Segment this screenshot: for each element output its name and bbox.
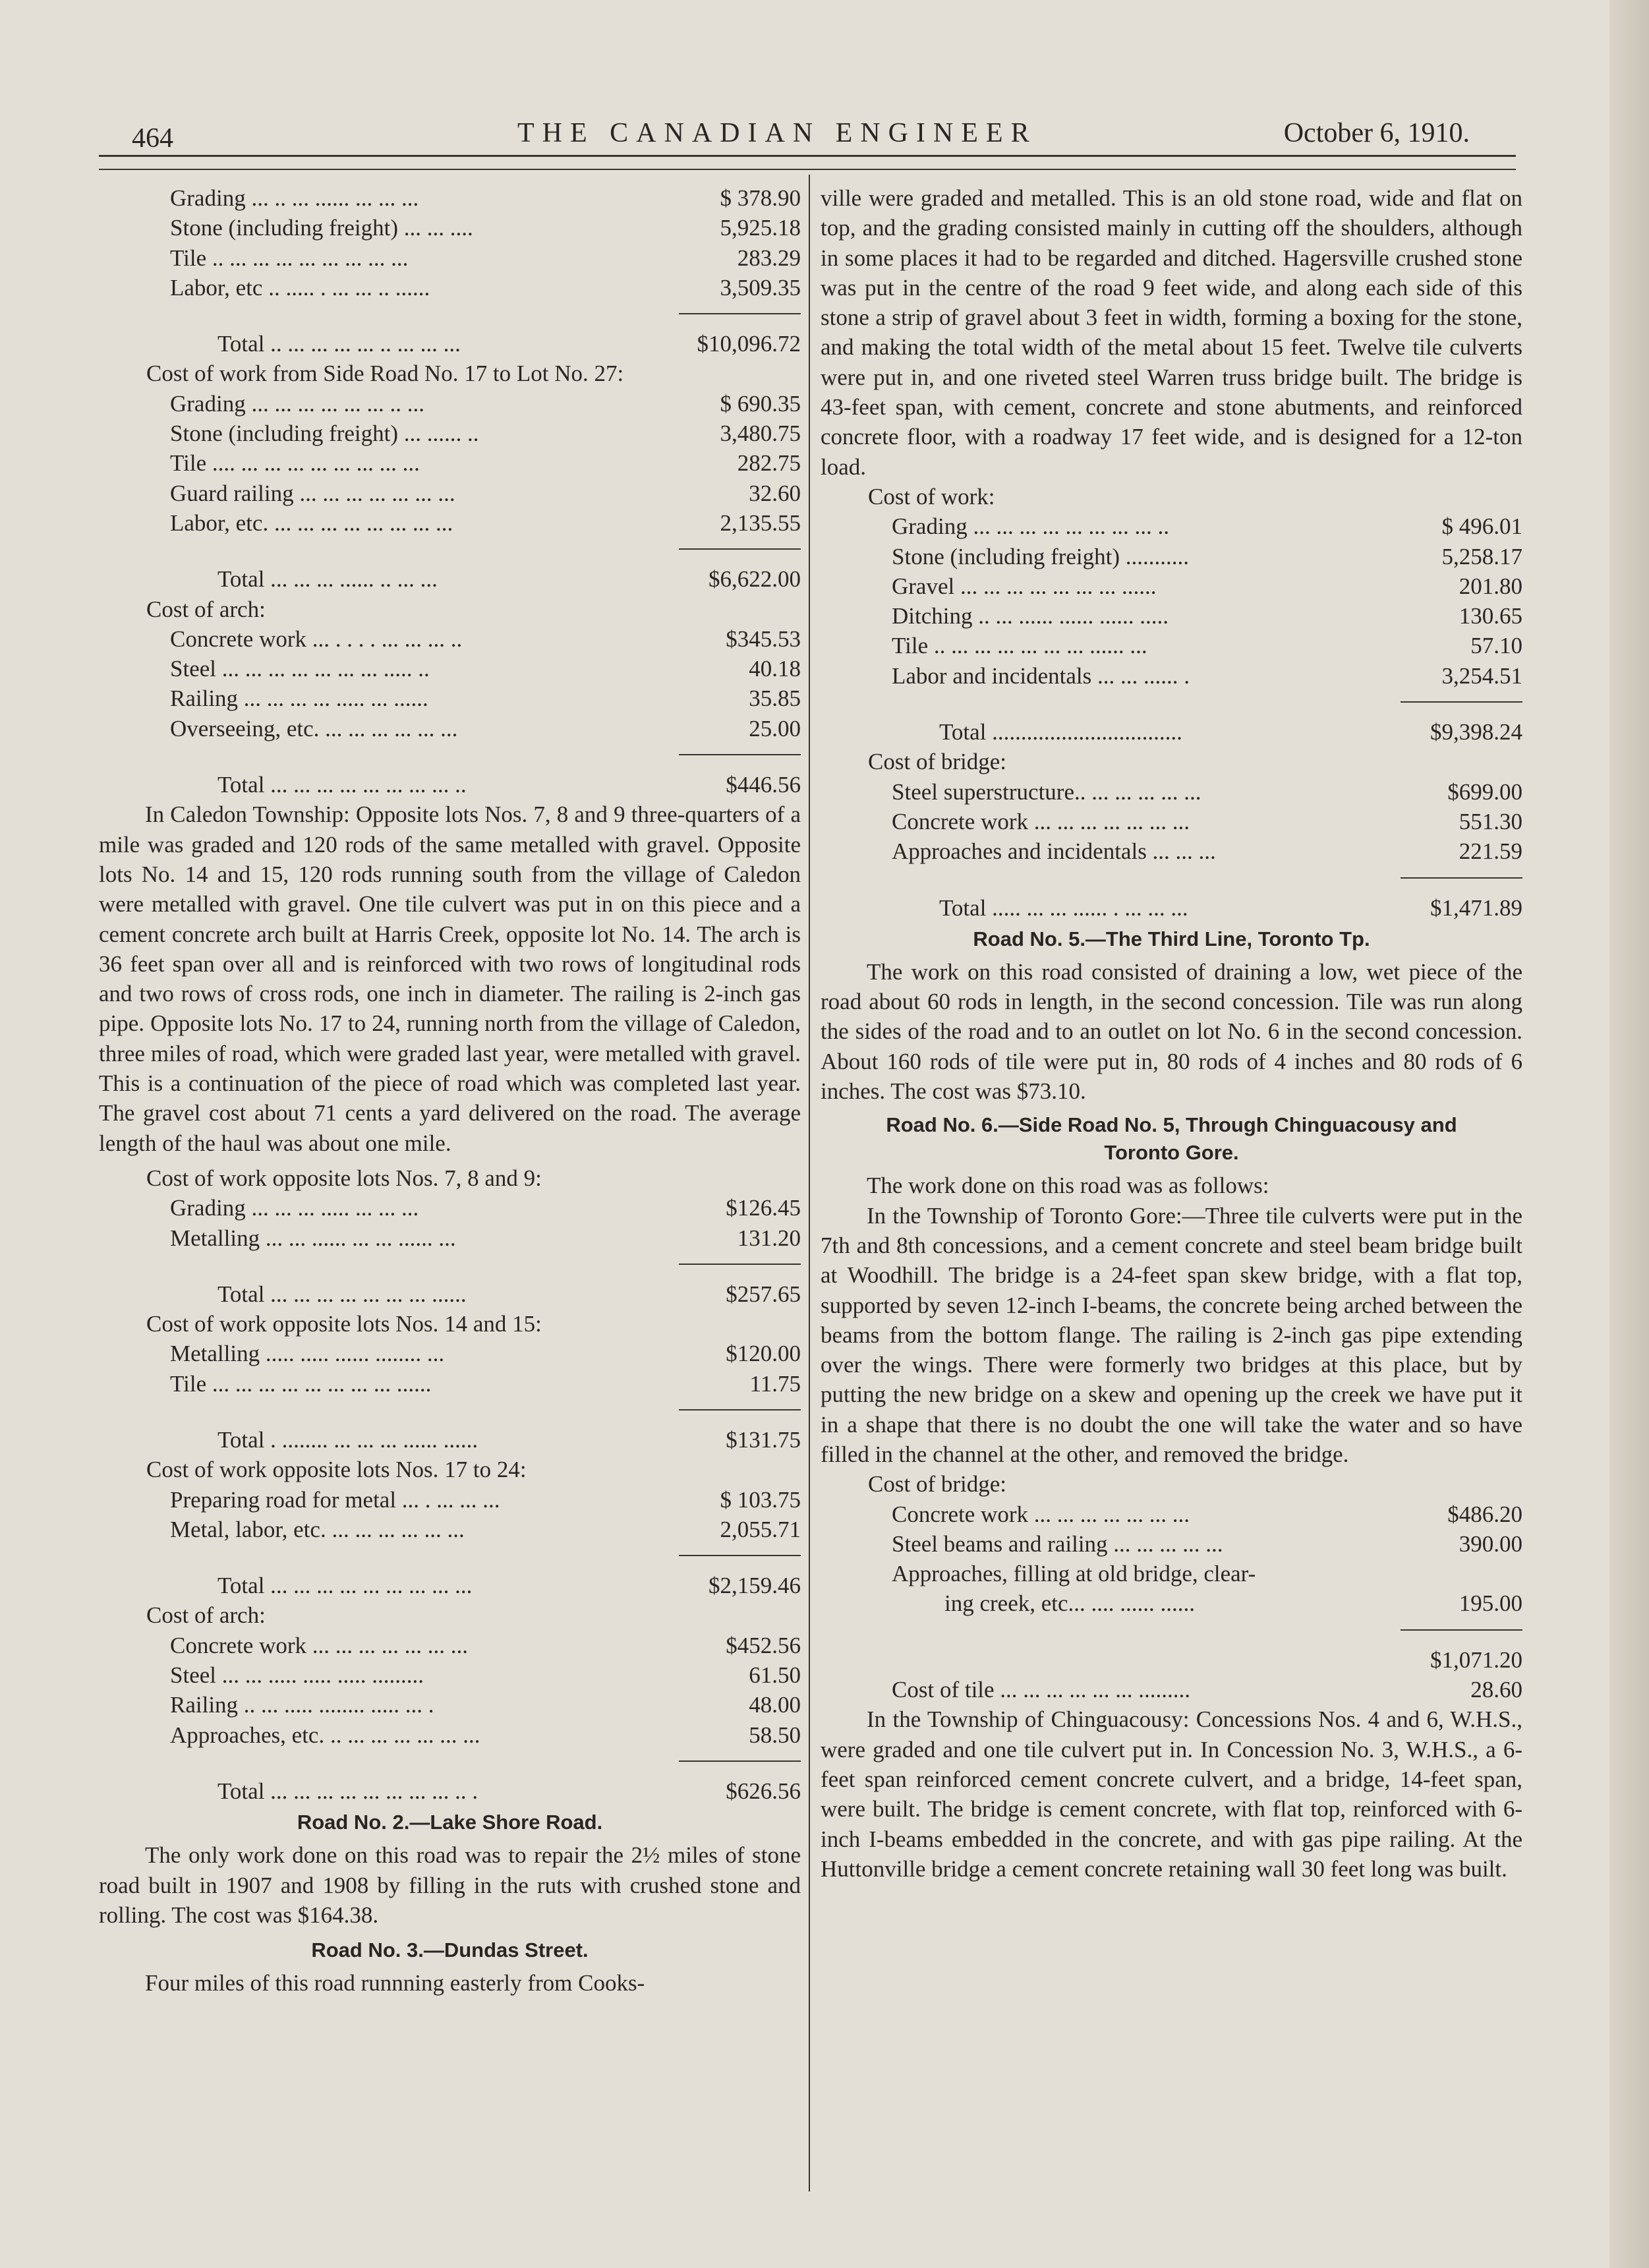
page-number: 464 [132,123,173,154]
journal-title: THE CANADIAN ENGINEER [517,118,1037,148]
header-rule-double [99,169,1516,170]
cost-heading: Cost of bridge: [868,1471,1006,1497]
left-column [99,183,801,1998]
sum-rule [1401,701,1522,703]
cost-row: ing creek, etc... .... ...... ...... 195.00 [944,1590,1522,1617]
total-row: Total . ........ ... ... ... ...... ...... $131.75 [217,1426,801,1453]
sum-rule [679,754,801,755]
cost-row: Steel beams and railing ... ... ... ... ... 390.00 [892,1530,1522,1557]
paragraph: Four miles of this road runnning easterly from Cooks- [145,1970,645,1996]
cost-row: Labor and incidentals ... ... ...... . 3,254.51 [892,662,1522,689]
cost-heading: Cost of work opposite lots Nos. 7, 8 and 9: [146,1165,542,1191]
cost-row: Preparing road for metal ... . ... ... ... $ 103.75 [170,1486,801,1513]
section-heading: Road No. 6.—Side Road No. 5, Through Chinguacousy and Toronto Gore. [886,1113,1457,1165]
cost-row: Approaches, etc. .. ... ... ... ... ... ... 58.50 [170,1722,801,1748]
cost-row: Metalling ..... ..... ...... ........ ... $120.00 [170,1341,801,1367]
paragraph: The only work done on this road was to repair the 2½ miles of stone road built in 1907 and 1908 by filling in the ruts with crushed stone and rolling. The cost was $164.38. [99,1842,801,1928]
cost-row: Metal, labor, etc. ... ... ... ... ... ... 2,055.71 [170,1516,801,1542]
total-row: Total ... ... ... ... ... ... ... ...... $257.65 [217,1281,801,1307]
cost-row: Concrete work ... ... ... ... ... ... ... 551.30 [892,808,1522,834]
paragraph: In the Township of Chinguacousy: Concessions Nos. 4 and 6, W.H.S., were graded and one tile culvert put in. In Concession No. 3, W.H.S., a 6-feet span reinforced cement concrete culvert, and a bridge, 14-feet span, were built. The bridge is cement concrete, with flat top, reinforced with 6-inch I-beams embedded in the concrete, and with gas pipe railing. At the Huttonville bridge a cement concrete retaining wall 30 feet long was built. [821,1706,1522,1882]
cost-row: Ditching .. ... ...... ...... ...... ..... 130.65 [892,603,1522,629]
cost-row: Approaches, filling at old bridge, clear- [892,1561,1256,1587]
cost-row: Guard railing ... ... ... ... ... ... ... 32.60 [170,480,801,506]
cost-row: Grading ... ... ... ... ... ... .. ... $ 690.35 [170,390,801,417]
cost-heading: Cost of work opposite lots Nos. 17 to 24: [146,1457,527,1483]
header-rule [99,155,1516,157]
section-heading: Road No. 5.—The Third Line, Toronto Tp. [973,927,1370,950]
cost-row: Labor, etc .. ..... . ... ... .. ...... 3,509.35 [170,274,801,301]
cost-row: Railing ... ... ... ... ..... ... ...... 35.85 [170,685,801,712]
cost-row: Tile ... ... ... ... ... ... ... ... ...... 11.75 [170,1370,801,1397]
cost-row: Grading ... ... ... ..... ... ... ... $126.45 [170,1195,801,1221]
page-header [132,111,1483,157]
cost-row: Cost of tile ... ... ... ... ... ... ......... 28.60 [892,1677,1522,1703]
cost-row: Steel ... ... ..... ..... ..... ......... 61.50 [170,1662,801,1689]
sum-rule [679,1409,801,1410]
total-row: Total ................................. $9,398.24 [939,719,1522,745]
cost-row: Metalling ... ... ...... ... ... ...... ... 131.20 [170,1225,801,1251]
cost-row: Gravel ... ... ... ... ... ... ... ...... 201.80 [892,573,1522,599]
cost-row: Stone (including freight) ........... 5,258.17 [892,543,1522,569]
sum-rule [1401,877,1522,879]
sum-rule [679,1555,801,1556]
sum-rule [679,1264,801,1265]
cost-heading: Cost of arch: [146,596,266,622]
cost-row: Approaches and incidentals ... ... ... 221.59 [892,838,1522,865]
cost-row: Tile .... ... ... ... ... ... ... ... ... 282.75 [170,450,801,477]
total-row: Total ... ... ... ... ... ... ... ... ... $2,159.46 [217,1573,801,1599]
paragraph: The work done on this road was as follows: [867,1173,1269,1199]
cost-row: Labor, etc. ... ... ... ... ... ... ... ... 2,135.55 [170,509,801,536]
sum-rule [1401,1629,1522,1631]
cost-row: Grading ... ... ... ... ... ... ... ... .. $ 496.01 [892,513,1522,540]
right-column [821,183,1522,1884]
cost-row: Overseeing, etc. ... ... ... ... ... ... 25.00 [170,715,801,741]
section-heading: Road No. 3.—Dundas Street. [311,1938,589,1962]
cost-row: Tile .. ... ... ... ... ... ... ...... ... 57.10 [892,633,1522,659]
total-row: Total ... ... ... ... ... ... ... ... .. $446.56 [217,772,801,798]
sum-rule [679,548,801,550]
cost-row: Steel ... ... ... ... ... ... ... ..... .. 40.18 [170,656,801,682]
paragraph: ville were graded and metalled. This is an old stone road, wide and flat on top, and the grading consisted mainly in cutting off the shoulders, although in some places it had to be regarded and ditched. Hagersville crushed stone was put in the centre of the road 9 feet wide, and along each side of this stone a strip of gravel about 3 feet in width, forming a boxing for the stone, and making the total width of the metal about 15 feet. Twelve tile culverts were put in, and one riveted steel Warren truss bridge built. The bridge is 43-feet span, with cement, concrete and stone abutments, and reinforced concrete floor, with a roadway 17 feet wide, and is designed for a 12-ton load. [821,185,1522,480]
cost-row: Concrete work ... . . . . ... ... ... .. $345.53 [170,625,801,652]
cost-heading: Cost of work from Side Road No. 17 to Lot No. 27: [146,361,624,387]
paragraph: The work on this road consisted of draining a low, wet piece of the road about 60 rods in length, in the second concession. Tile was run along the sides of the road and to an outlet on lot No. 6 in the second concession. About 160 rods of tile were put in, 80 rods of 4 inches and 80 rods of 6 inches. The cost was $73.10. [821,958,1522,1105]
issue-date: October 6, 1910. [1283,118,1470,148]
cost-row: Railing .. ... ..... ........ ..... ... . 48.00 [170,1692,801,1718]
cost-row: Tile .. ... ... ... ... ... ... ... ... 283.29 [170,245,801,271]
cost-row: Stone (including freight) ... ... .... 5,925.18 [170,215,801,241]
total-row: Total .. ... ... ... ... .. ... ... ... $10,096.72 [217,331,801,357]
cost-heading: Cost of arch: [146,1602,266,1629]
sum-rule [679,1760,801,1762]
paragraph: In the Township of Toronto Gore:—Three tile culverts were put in the 7th and 8th concessions, and a cement concrete and steel beam bridge built at Woodhill. The bridge is a 24-feet span skew bridge, with a flat top, supported by seven 12-inch I-beams, the concrete being arched between the beams from the bottom flange. The railing is 2-inch gas pipe extending over the wings. There were formerly two bridges at this place, but by putting the new bridge on a skew and opening up the creek we have put it in a shape that there is no doubt the one will take the water and so have filled in the channel at the other, and removed the bridge. [821,1202,1522,1467]
paragraph: In Caledon Township: Opposite lots Nos. 7, 8 and 9 three-quarters of a mile was graded and 120 rods of the same metalled with gravel. Opposite lots No. 14 and 15, 120 rods running south from the village of Caledon were metalled with gravel. One tile culvert was put in on this piece and a cement concrete arch built at Harris Creek, opposite lot No. 14. The arch is 36 feet span over all and is reinforced with two rows of longitudinal rods and two rows of cross rods, one inch in diameter. The railing is 2-inch gas pipe. Opposite lots No. 17 to 24, running north from the village of Caledon, three miles of road, which were graded last year, were metalled with gravel. This is a continuation of the piece of road which was completed last year. The gravel cost about 71 cents a yard delivered on the road. The average length of the haul was about one mile. [99,801,801,1156]
total-row: Total ... ... ... ... ... ... ... ... .. . $626.56 [217,1778,801,1804]
page-edge [1609,0,1649,2268]
subtotal: $1,071.20 [1430,1646,1522,1673]
cost-heading: Cost of bridge: [868,749,1006,775]
column-divider [809,175,810,2192]
cost-heading: Cost of work opposite lots Nos. 14 and 15: [146,1311,542,1337]
cost-heading: Cost of work: [868,483,995,509]
cost-row: Stone (including freight) ... ...... .. 3,480.75 [170,421,801,447]
sum-rule [679,313,801,314]
cost-row: Steel superstructure.. ... ... ... ... ... $699.00 [892,778,1522,805]
cost-row: Concrete work ... ... ... ... ... ... ... $452.56 [170,1632,801,1658]
total-row: Total ..... ... ... ...... . ... ... ... $1,471.89 [939,894,1522,921]
section-heading: Road No. 2.—Lake Shore Road. [297,1811,603,1834]
cost-row: Concrete work ... ... ... ... ... ... ... $486.20 [892,1501,1522,1527]
total-row: Total ... ... ... ...... .. ... ... $6,622.00 [217,566,801,593]
cost-row: Grading ... .. ... ...... ... ... ... $ 378.90 [170,185,801,211]
